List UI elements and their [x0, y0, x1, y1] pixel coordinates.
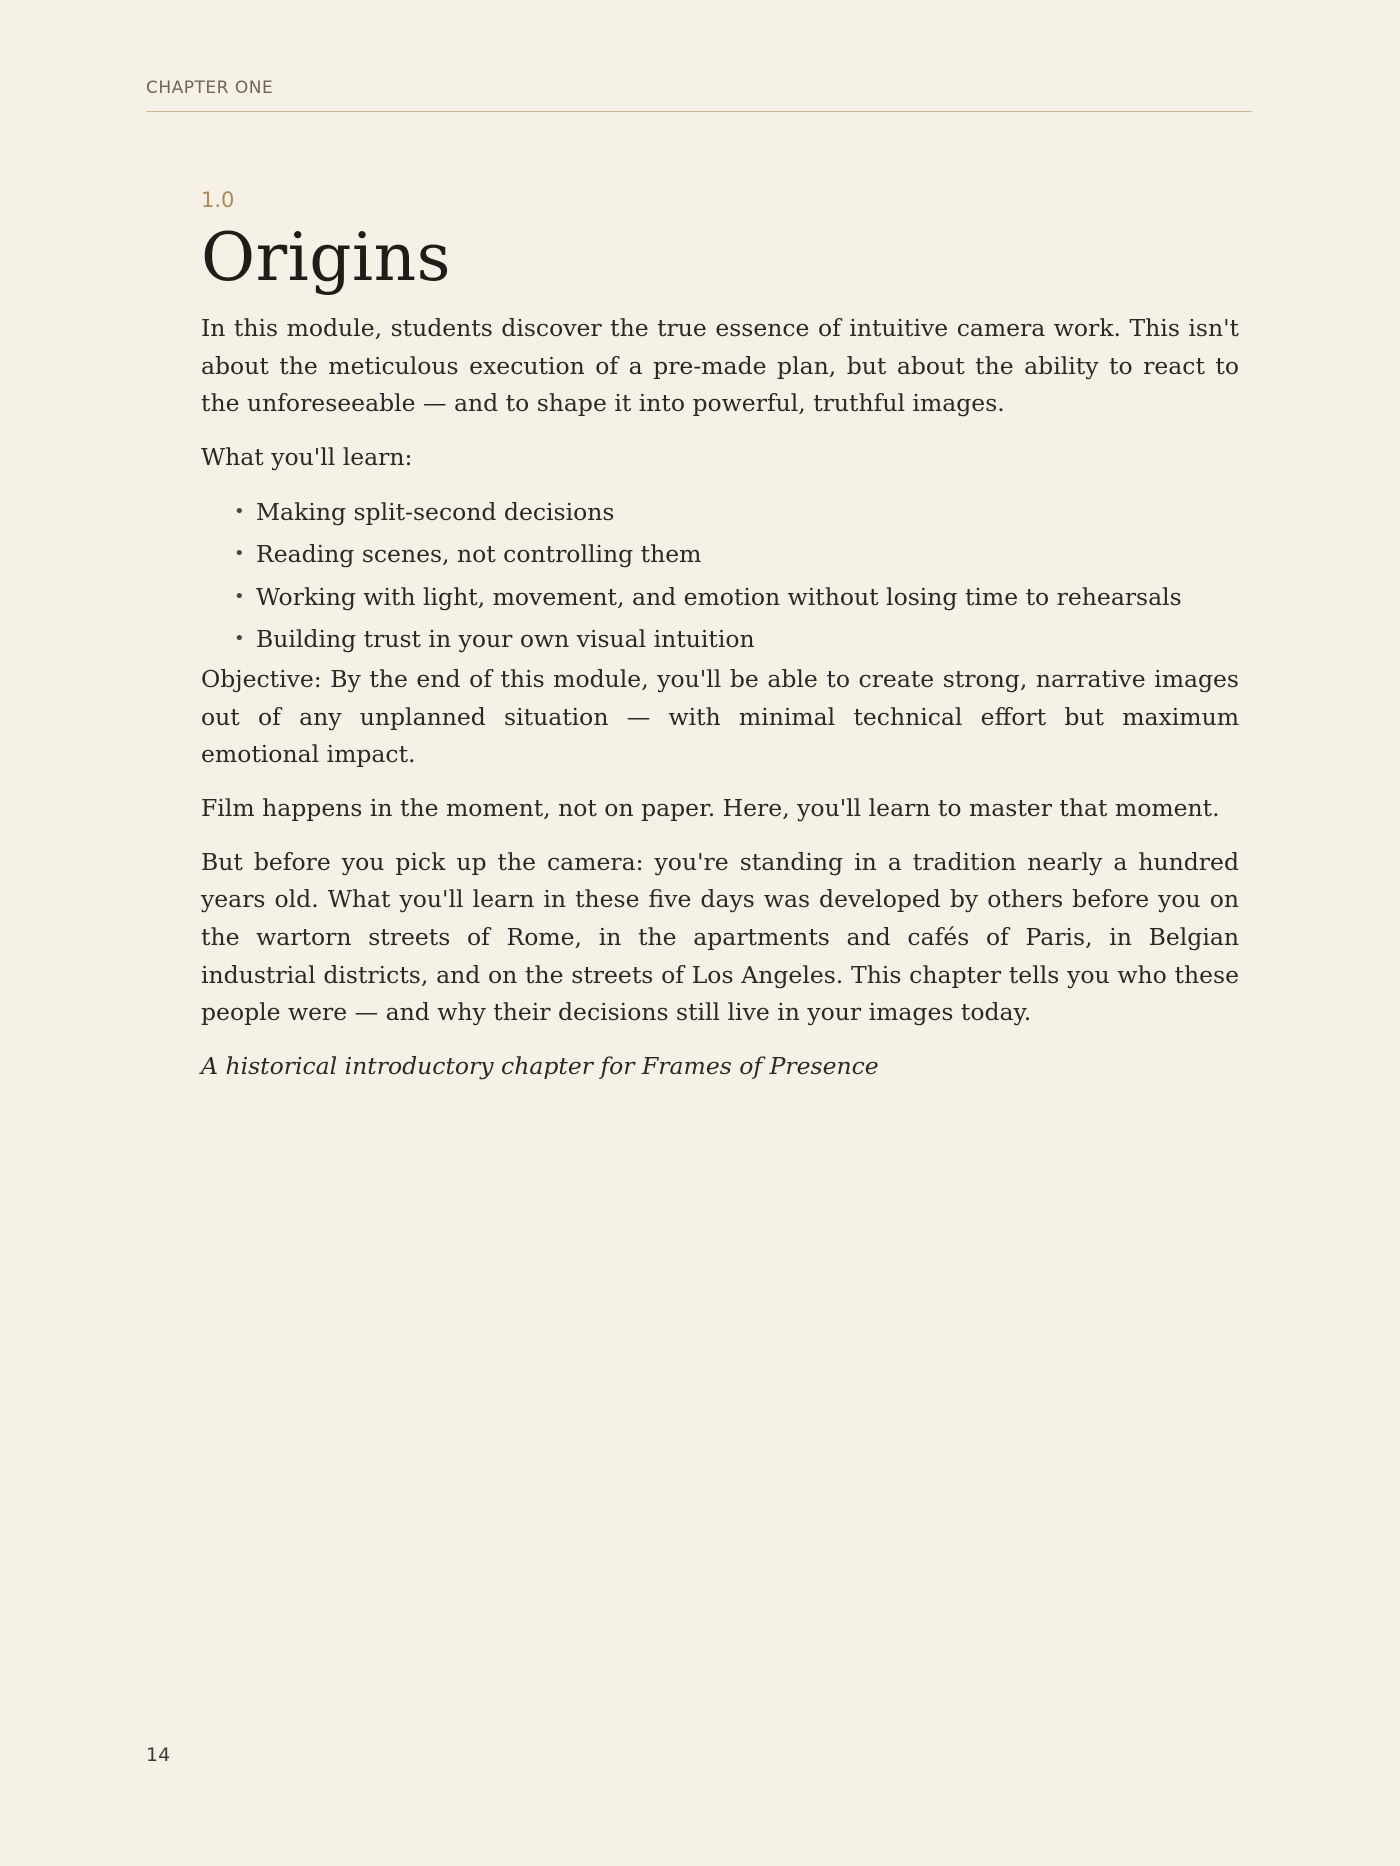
page-number: 14 [146, 1744, 171, 1766]
running-head: CHAPTER ONE [146, 78, 1252, 112]
list-item-text: Working with light, movement, and emotion without losing time to rehearsals [256, 582, 1182, 611]
intro-paragraph: In this module, students discover the true essence of intuitive camera work. This isn't about the meticulous execution of a pre-made plan, but about the ability to react to the unforeseeable — and to shape it into powerful, truthful images. [201, 314, 1239, 418]
list-item [201, 533, 1239, 576]
list-item [201, 491, 1239, 534]
bullet-icon: • [234, 543, 245, 565]
bullet-icon: • [234, 585, 245, 607]
list-item-text: Reading scenes, not controlling them [256, 540, 702, 569]
section-number: 1.0 [201, 188, 235, 212]
list-item-text: Building trust in your own visual intuition [256, 625, 755, 654]
chapter-content [201, 186, 1239, 1086]
list-item-text: Making split-second decisions [256, 497, 615, 526]
list-item [201, 618, 1239, 661]
moment-paragraph: Film happens in the moment, not on paper. Here, you'll learn to master that moment. [201, 793, 1220, 822]
learn-heading: What you'll learn: [201, 443, 413, 472]
tradition-paragraph: But before you pick up the camera: you're standing in a tradition nearly a hundred years old. What you'll learn in these five days was developed by others before you on the wartorn streets of Rome, in the apartments and cafés of Paris, in Belgian industrial districts, and on the streets of Los Angeles. This chapter tells you who these people were — and why their decisions still live in your images today. [201, 847, 1239, 1027]
chapter-note: A historical introductory chapter for Frames of Presence [201, 1052, 879, 1081]
chapter-title: Origins [201, 219, 452, 296]
list-item [201, 576, 1239, 619]
bullet-icon: • [234, 628, 245, 650]
learn-list [201, 491, 1239, 661]
objective-paragraph: Objective: By the end of this module, you'll be able to create strong, narrative images out of any unplanned situation — with minimal technical effort but maximum emotional impact. [201, 664, 1239, 769]
bullet-icon: • [234, 500, 245, 522]
